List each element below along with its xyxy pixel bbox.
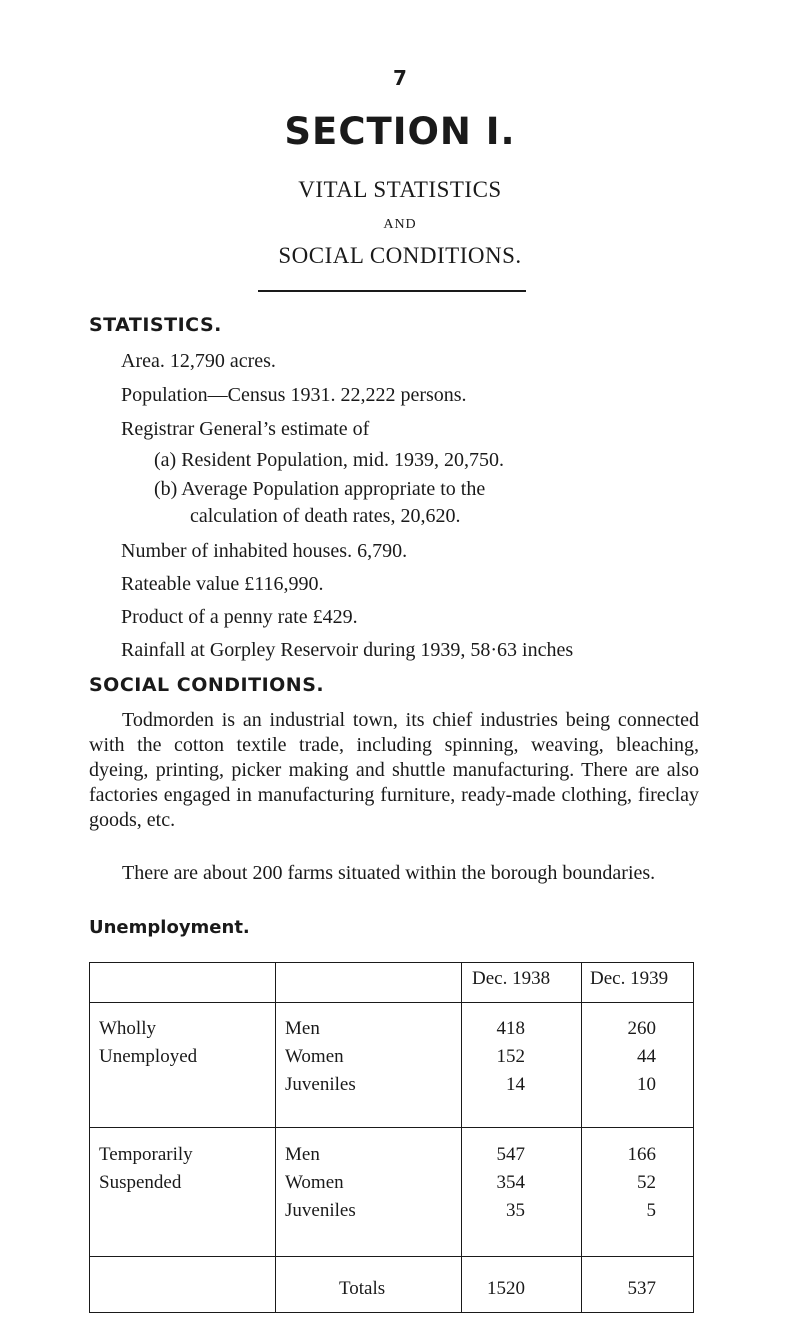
section-title: SECTION I. (284, 110, 516, 153)
group-label-suspended: Suspended (99, 1172, 182, 1193)
group-label-unemployed: Unemployed (99, 1046, 198, 1067)
rateable-value-line: Rateable value £116,990. (121, 573, 324, 595)
page-number: 7 (393, 66, 407, 90)
social-paragraph-industries: Todmorden is an industrial town, its chief industries being connected with the cotton textile trade, including spinning, weaving, bleaching, dyeing, printing, picker making and shuttle manufacturing. There are also factories engaged in manufacturing furniture, ready-made clothing, fireclay goods, etc. (89, 709, 699, 831)
row-label-juveniles: Juveniles (285, 1074, 356, 1095)
subtitle-vital-statistics: VITAL STATISTICS (298, 177, 502, 202)
houses-line: Number of inhabited houses. 6,790. (121, 540, 408, 562)
value-suspended-men-1938: 547 (496, 1144, 525, 1165)
area-line: Area. 12,790 acres. (121, 350, 276, 372)
group-label-temporarily: Temporarily (99, 1144, 193, 1165)
table-col-divider-2 (461, 962, 462, 1313)
registrar-line: Registrar General’s estimate of (121, 418, 370, 440)
row-label-men: Men (285, 1018, 320, 1039)
value-wholly-juveniles-1938: 14 (506, 1074, 525, 1095)
value-suspended-juveniles-1938: 35 (506, 1200, 525, 1221)
population-line: Population—Census 1931. 22,222 persons. (121, 384, 467, 406)
total-1939: 537 (627, 1278, 656, 1299)
totals-label: Totals (339, 1278, 386, 1299)
table-totals-rule (89, 1256, 694, 1257)
estimate-a-line: (a) Resident Population, mid. 1939, 20,750. (154, 449, 504, 471)
social-conditions-heading: SOCIAL CONDITIONS. (89, 674, 325, 696)
table-left-border (89, 962, 90, 1313)
title-divider (258, 290, 526, 292)
value-suspended-juveniles-1939: 5 (646, 1200, 656, 1221)
value-wholly-juveniles-1939: 10 (637, 1074, 656, 1095)
column-header-dec-1939: Dec. 1939 (590, 968, 669, 989)
value-wholly-women-1938: 152 (496, 1046, 525, 1067)
table-right-border (693, 962, 694, 1313)
value-wholly-women-1939: 44 (637, 1046, 656, 1067)
row-label-men: Men (285, 1144, 320, 1165)
value-suspended-women-1939: 52 (637, 1172, 656, 1193)
table-col-divider-1 (275, 962, 276, 1313)
social-paragraph-farms: There are about 200 farms situated within the borough boundaries. (122, 862, 656, 884)
subtitle-social-conditions: SOCIAL CONDITIONS. (278, 243, 522, 268)
row-label-women: Women (285, 1046, 344, 1067)
total-1938: 1520 (487, 1278, 525, 1299)
column-header-dec-1938: Dec. 1938 (472, 968, 551, 989)
table-group-rule (89, 1127, 694, 1128)
subtitle-and: AND (383, 217, 417, 232)
value-suspended-men-1939: 166 (627, 1144, 656, 1165)
statistics-heading: STATISTICS. (89, 314, 222, 336)
row-label-women: Women (285, 1172, 344, 1193)
estimate-b-line: (b) Average Population appropriate to the (154, 478, 486, 500)
value-wholly-men-1939: 260 (627, 1018, 656, 1039)
table-header-rule (89, 1002, 694, 1003)
unemployment-heading: Unemployment. (89, 917, 250, 938)
table-bottom-rule (89, 1312, 694, 1313)
value-wholly-men-1938: 418 (496, 1018, 525, 1039)
table-top-rule (89, 962, 694, 963)
table-col-divider-3 (581, 962, 582, 1313)
penny-rate-line: Product of a penny rate £429. (121, 606, 358, 628)
estimate-b-continuation: calculation of death rates, 20,620. (190, 505, 461, 527)
value-suspended-women-1938: 354 (496, 1172, 525, 1193)
row-label-juveniles: Juveniles (285, 1200, 356, 1221)
rainfall-line: Rainfall at Gorpley Reservoir during 1939, 58·63 inches (121, 639, 574, 661)
unemployment-table (89, 962, 695, 1318)
group-label-wholly: Wholly (99, 1018, 156, 1039)
